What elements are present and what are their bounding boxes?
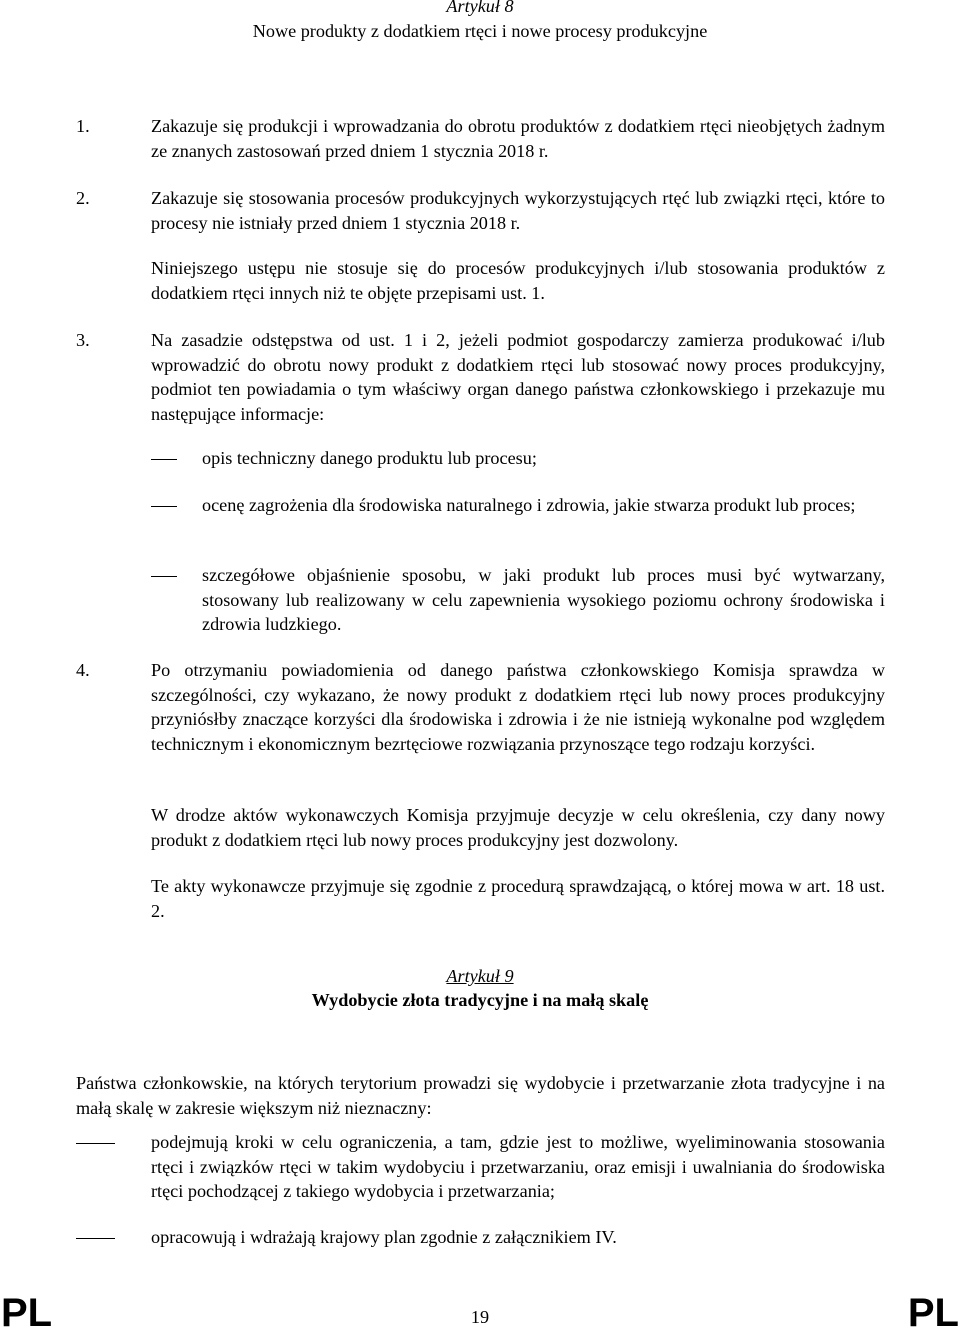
- list-dash: [151, 576, 177, 577]
- article-8-title: Nowe produkty z dodatkiem rtęci i nowe procesy produkcyjne: [252, 21, 708, 41]
- list-item: podejmują kroki w celu ograniczenia, a tam, gdzie jest to możliwe, wyeliminowania stosowania rtęci i związków rtęci w takim wydobyciu i przetwarzaniu, oraz emisji i uwalniania do środowiska rtęci pochodzącej z takiego wydobycia i przetwarzania;: [151, 1132, 885, 1201]
- paragraph-number: 1.: [76, 116, 90, 136]
- page-number: 19: [470, 1307, 490, 1327]
- article-8-heading: Artykuł 8: [446, 0, 514, 16]
- language-code-left: PL: [1, 1291, 53, 1335]
- paragraph-4-text: Po otrzymaniu powiadomienia od danego państwa członkowskiego Komisja sprawdza w szczególności, czy wykazano, że nowy produkt z dodatkiem rtęci lub nowy proces produkcyjny przyniósłby znaczące korzyści dla środowiska i zdrowia i że nie istnieją wykonalne pod względem technicznym i ekonomicznym bezrtęciowe rozwiązania przynoszące tego rodzaju korzyści.: [151, 660, 885, 754]
- paragraph-2-subtext: Niniejszego ustępu nie stosuje się do procesów produkcyjnych i/lub stosowania produktów z dodatkiem rtęci innych niż te objęte przepisami ust. 1.: [151, 258, 885, 303]
- list-item: ocenę zagrożenia dla środowiska naturalnego i zdrowia, jakie stwarza produkt lub proces;: [202, 495, 856, 515]
- article-9-intro: Państwa członkowskie, na których terytorium prowadzi się wydobycie i przetwarzanie złota tradycyjne i na małą skalę w zakresie większym niż nieznaczny:: [76, 1073, 885, 1118]
- paragraph-2-text: Zakazuje się stosowania procesów produkcyjnych wykorzystujących rtęć lub związki rtęci, które to procesy nie istniały przed dniem 1 stycznia 2018 r.: [151, 188, 885, 233]
- article-9-title: Wydobycie złota tradycyjne i na małą skalę: [311, 990, 649, 1010]
- list-dash: [76, 1143, 115, 1144]
- paragraph-number: 3.: [76, 330, 90, 350]
- list-item: opis techniczny danego produktu lub procesu;: [202, 448, 537, 468]
- article-9-heading: Artykuł 9: [446, 966, 514, 986]
- list-item: opracowują i wdrażają krajowy plan zgodnie z załącznikiem IV.: [151, 1227, 617, 1247]
- paragraph-4-subtext-1: W drodze aktów wykonawczych Komisja przyjmuje decyzje w celu określenia, czy dany nowy produkt z dodatkiem rtęci lub nowy proces produkcyjny jest dozwolony.: [151, 805, 885, 850]
- paragraph-number: 4.: [76, 660, 90, 680]
- paragraph-4-subtext-2: Te akty wykonawcze przyjmuje się zgodnie z procedurą sprawdzającą, o której mowa w art. 18 ust. 2.: [151, 876, 885, 921]
- paragraph-3-text: Na zasadzie odstępstwa od ust. 1 i 2, jeżeli podmiot gospodarczy zamierza produkować i/lub wprowadzić do obrotu nowy produkt z dodatkiem rtęci lub stosować nowy proces produkcyjny, podmiot ten powiadamia o tym właściwy organ danego państwa członkowskiego i przekazuje mu następujące informacje:: [151, 330, 885, 424]
- language-code-right: PL: [907, 1291, 959, 1335]
- list-dash: [151, 506, 177, 507]
- paragraph-1-text: Zakazuje się produkcji i wprowadzania do obrotu produktów z dodatkiem rtęci nieobjętych żadnym ze znanych zastosowań przed dniem 1 stycznia 2018 r.: [151, 116, 885, 161]
- list-dash: [151, 459, 177, 460]
- list-item: szczegółowe objaśnienie sposobu, w jaki produkt lub proces musi być wytwarzany, stosowany lub realizowany w celu zapewnienia wysokiego poziomu ochrony środowiska i zdrowia ludzkiego.: [202, 565, 885, 634]
- paragraph-number: 2.: [76, 188, 90, 208]
- list-dash: [76, 1238, 115, 1239]
